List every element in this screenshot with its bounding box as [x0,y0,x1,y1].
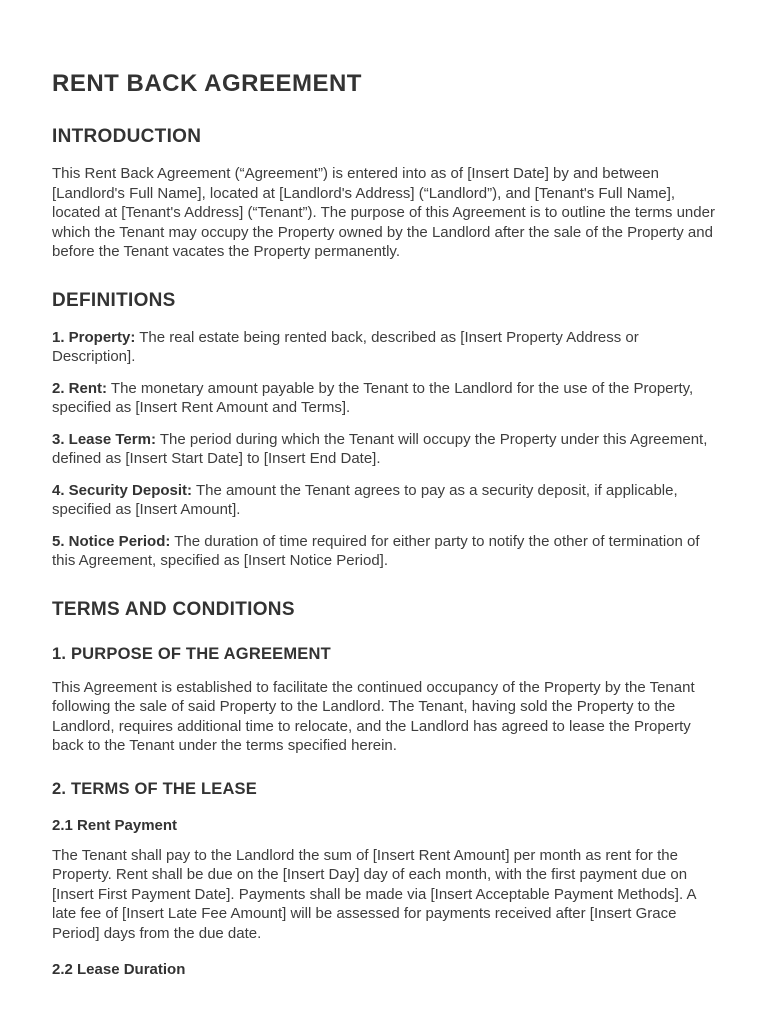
definition-item-security-deposit [52,481,718,520]
definition-text-security-deposit: The amount the Tenant agrees to pay as a security deposit, if applicable, specified as [Insert Amount]. [52,481,678,518]
purpose-paragraph: This Agreement is established to facilitate the continued occupancy of the Property by the Tenant following the sale of said Property to the Landlord. The Tenant, having sold the Property to the Landlord, requires additional time to relocate, and the Landlord has agreed to lease the Property back to the Tenant under the terms specified herein. [52,678,695,754]
introduction-paragraph: This Rent Back Agreement (“Agreement”) is entered into as of [Insert Date] by and between [Landlord's Full Name], located at [Landlord's Address] (“Landlord”), and [Tenant's Full Name], located at [Tenant's Address] (“Tenant”). The purpose of this Agreement is to outline the terms under which the Tenant may occupy the Property owned by the Landlord after the sale of the Property and before the Tenant vacates the Property permanently. [52,165,715,260]
section-heading-definitions: DEFINITIONS [52,289,176,311]
definition-text-rent: The monetary amount payable by the Tenant to the Landlord for the use of the Property, specified as [Insert Rent Amount and Terms]. [52,379,694,416]
definition-label-notice-period: 5. Notice Period: [52,532,171,550]
definition-item-lease-term [52,430,718,469]
definition-text-property: The real estate being rented back, described as [Insert Property Address or Description]. [52,328,639,365]
subsection-heading-terms-of-lease: 2. TERMS OF THE LEASE [52,779,257,798]
section-heading-introduction: INTRODUCTION [52,126,202,147]
page-title: RENT BACK AGREEMENT [52,70,362,97]
section-heading-terms-and-conditions: TERMS AND CONDITIONS [52,598,295,620]
definition-item-notice-period [52,532,718,571]
definition-label-rent: 2. Rent: [52,379,108,397]
definition-text-notice-period: The duration of time required for either party to notify the other of termination of this Agreement, specified as [Insert Notice Period]. [52,532,700,569]
clause-heading-rent-payment: 2.1 Rent Payment [52,816,178,834]
definition-item-property [52,328,718,367]
subsection-heading-purpose: 1. PURPOSE OF THE AGREEMENT [52,644,331,663]
definition-label-security-deposit: 4. Security Deposit: [52,481,193,499]
definition-label-property: 1. Property: [52,328,136,346]
rent-payment-paragraph: The Tenant shall pay to the Landlord the sum of [Insert Rent Amount] per month as rent for the Property. Rent shall be due on the [Insert Day] day of each month, with the first payment due on [Insert First Payment Date]. Payments shall be made via [Insert Acceptable Payment Methods]. A late fee of [Insert Late Fee Amount] will be assessed for payments received after [Insert Grace Period] days from the due date. [52,846,696,942]
definition-label-lease-term: 3. Lease Term: [52,430,156,448]
definition-text-lease-term: The period during which the Tenant will occupy the Property under this Agreement, defined as [Insert Start Date] to [Insert End Date]. [52,430,708,467]
definition-item-rent [52,379,718,418]
clause-heading-lease-duration: 2.2 Lease Duration [52,961,186,978]
